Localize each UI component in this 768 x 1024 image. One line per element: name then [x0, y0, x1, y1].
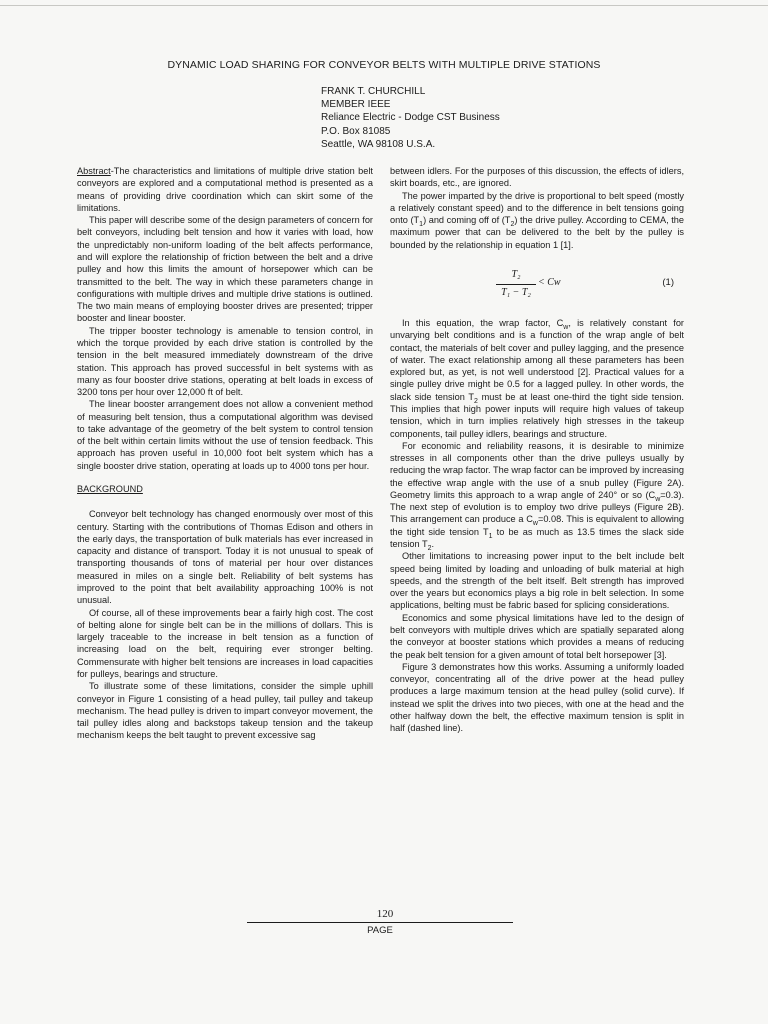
paragraph: [390, 317, 684, 440]
fraction-bar: [496, 284, 536, 285]
subscript: w: [532, 520, 538, 528]
author-membership: MEMBER IEEE: [321, 99, 391, 111]
page-rule: [247, 922, 513, 923]
text-run: , is relatively constant for unvarying belt conditions and is a function of the wrap angle of belt contact, the materials of belt cover and pulley lagging, and the presence of water. The exact relationship among all these parameters has been explored but, as yet, is not well understood [2]. Practical values for a single pulley drive might be 0.5 for a lagged pulley. In other words, the slack side tension T: [390, 317, 684, 402]
subscript: 2: [510, 220, 515, 228]
paragraph: This paper will describe some of the design parameters of concern for belt conveyors, including belt tension and how it varies with load, how the unpredictably non-uniform loading of the belt affects performance, and will explore the relationship of friction between the belt and a drive pulley and how this limits the amount of horsepower which can be transmitted to the belt. The way in which these parameters change in configurations with multiple drives and multiple drive stations is outlined. The two main means of employing booster drives are presented; tripper booster and linear booster.: [77, 215, 373, 324]
paragraph: Other limitations to increasing power input to the belt include belt speed being limited by loading and unloading of bulk material at high speeds, and the strength of the belt itself. Belt strength has improved over the years but economics plays a big role in belt selection. In some applications, belting must be fabric based for splicing considerations.: [390, 551, 684, 611]
author-affiliation: Reliance Electric - Dodge CST Business: [321, 112, 500, 124]
text-run: to be as much as 13.5 times the slack side tension T: [390, 526, 685, 550]
subscript: 2: [427, 544, 432, 552]
equation-numerator: T₂: [511, 268, 521, 280]
paragraph: Conveyor belt technology has changed enormously over most of this century. Starting with the contributions of Thomas Edison and others in the early days, the transportation of bulk materials has ever increased in capacity and distance of transport. Today it is not unusual to speak of transporting thousands of tons of material per hour over distances measured in miles on a single belt. Reliability of belt systems has improved to the point that belt availability approaching 100% is not unusual.: [77, 509, 373, 606]
paragraph: [390, 190, 684, 251]
equation-number: (1): [662, 276, 674, 288]
paragraph: To illustrate some of these limitations, consider the simple uphill conveyor in Figure 1 consisting of a head pulley, tail pulley and takeup mechanism. The head pulley is driven to impart conveyor movement, the tail pulley idles along and backstops takeup tension and the takeup mechanism keeps the belt taught to prevent excessive sag: [77, 681, 373, 741]
top-rule: [0, 5, 768, 6]
left-column: [77, 165, 373, 742]
equation-1: [390, 269, 684, 301]
subscript: w: [563, 323, 569, 331]
equation-relation: < Cw: [538, 276, 561, 288]
subscript: 1: [419, 220, 424, 228]
text-run: =0.3). The next step of evolution is to employ two drive pulleys (Figure 2B). This arrangement can produce a C: [390, 489, 684, 525]
page-number: 120: [376, 908, 394, 920]
paragraph: Economics and some physical limitations have led to the design of belt conveyors with multiple drives which are spatially separated along the conveyor at booster stations which provides a means of reducing the peak belt tension for a given amount of total belt horsepower [3].: [390, 612, 684, 660]
text-run: The power imparted by the drive is proportional to belt speed (mostly a relatively constant speed) and to the difference in belt tensions going onto (T: [390, 190, 684, 226]
text-run: must be at least one-third the tight side tension. This implies that high power inputs will require high values of takeup tension, which in turn implies relatively high stresses in the takeup components, tail pulley idlers, bearings and structure.: [390, 391, 684, 439]
author-address: P.O. Box 81085: [321, 125, 391, 137]
paper-title: DYNAMIC LOAD SHARING FOR CONVEYOR BELTS WITH MULTIPLE DRIVE STATIONS: [167, 59, 601, 71]
subscript: 1: [488, 532, 493, 540]
text-run: ) the drive pulley. According to CEMA, the maximum power that can be delivered to the belt by the pulley is bounded by the relationship in equation 1 [1].: [390, 215, 685, 250]
page-label: PAGE: [367, 925, 393, 936]
text-run: ) and coming off of (T: [423, 215, 511, 226]
paragraph: Of course, all of these improvements bear a fairly high cost. The cost of belting alone for single belt can be in the millions of dollars. This is largely traceable to the increase in belt tension as a function of increasing load on the belt, requiring ever stronger belting. Commensurate with higher belt tensions are increases in load capacities for pulleys, bearings and structure.: [77, 607, 373, 679]
author-name: FRANK T. CHURCHILL: [321, 86, 426, 97]
section-heading: BACKGROUND: [77, 484, 143, 495]
paragraph: between idlers. For the purposes of this discussion, the effects of idlers, skirt boards, etc., are ignored.: [390, 166, 684, 189]
paragraph: The linear booster arrangement does not allow a convenient method of measuring belt tension, thus a computational algorithm was devised to take advantage of the geometry of the belt system to control tension of the belt within certain limits without the use of tension feedback. This approach has proven useful in 10,000 foot belt system which has a single booster drive station, operating at loads up to 4000 tons per hour.: [77, 399, 373, 471]
text-run: For economic and reliability reasons, it is desirable to minimize stresses in all components other than the drive pulleys usually by reducing the wrap factor. The wrap factor can be improved by increasing the effective wrap angle with the use of a snub pulley (Figure 2A). Geometry limits this approach to a wrap angle of 240° or so (C: [390, 440, 684, 500]
text-run: .: [431, 539, 435, 550]
abstract-label: Abstract: [77, 166, 111, 176]
subscript: 2: [474, 397, 478, 405]
subscript: w: [655, 495, 661, 503]
equation-denominator: T₁ − T₂: [501, 286, 531, 298]
paragraph: [390, 440, 684, 551]
text-run: In this equation, the wrap factor, C: [402, 317, 564, 328]
equation-fraction: [496, 269, 536, 299]
paragraph: Figure 3 demonstrates how this works. Assuming a uniformly loaded conveyor, concentrating all of the drive power at the head pulley produces a large maximum tension at the head pulley (solid curve). If instead we split the drives into two pieces, with one at the head and the other halfway down the belt, the effective maximum tension is split in half (dashed line).: [390, 661, 684, 734]
abstract-text: -The characteristics and limitations of multiple drive station belt conveyors are explored and a computational method is presented as a means of providing drive coordination which can skirt some of the limitations.: [77, 166, 373, 213]
text-run: =0.08. This is equivalent to allowing the tight side tension T: [390, 514, 684, 537]
author-block: [321, 85, 621, 151]
paragraph: The tripper booster technology is amenable to tension control, in which the torque provided by each drive station is controlled by the tension in the belt measured immediately downstream of the drive station. This approach has proved successful in belt systems with as many as four booster drive stations, operating at belt loads in excess of 3200 tons per hour over 12,000 ft of belt.: [77, 325, 373, 398]
author-city: Seattle, WA 98108 U.S.A.: [321, 138, 436, 150]
right-column: [390, 165, 684, 735]
abstract-paragraph: [77, 165, 373, 214]
